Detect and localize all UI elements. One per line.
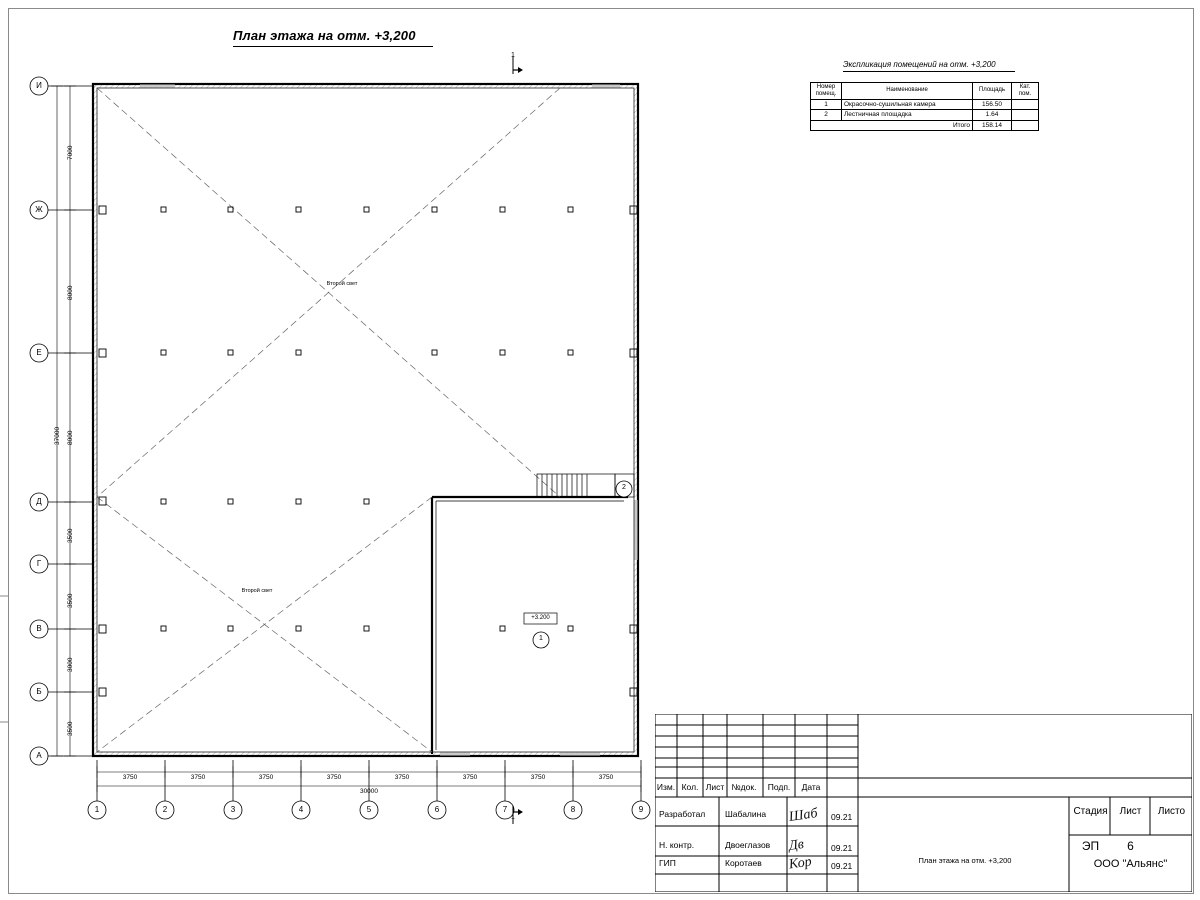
- axis-label-3: 3: [230, 805, 236, 814]
- dim-bottom-1: 3750: [122, 774, 138, 781]
- role-name-3: Коротаев: [725, 858, 762, 868]
- dim-bottom-5: 3750: [394, 774, 410, 781]
- section-mark-bottom: 1: [511, 814, 515, 821]
- role-name-2: Двоеглазов: [725, 840, 771, 850]
- axis-label-5: 5: [366, 805, 372, 814]
- sheet-label: Лист: [1119, 806, 1142, 817]
- sheet-value: 6: [1127, 839, 1134, 853]
- axis-label-В: В: [36, 624, 42, 633]
- dim-bottom-2: 3750: [190, 774, 206, 781]
- role-label-1: Разработал: [659, 809, 706, 819]
- dim-left-5: 3500: [67, 593, 74, 608]
- company-name: ООО "Альянс": [1093, 858, 1168, 870]
- room-tag-1: 1: [539, 635, 543, 642]
- dim-bottom-8: 3750: [598, 774, 614, 781]
- role-date-3: 09.21: [831, 861, 853, 871]
- axis-label-Г: Г: [36, 559, 42, 568]
- col-header-izm: Изм.: [656, 782, 676, 792]
- total-label: Итого: [811, 120, 973, 130]
- header-num: Номер помещ.: [811, 83, 842, 100]
- page-title: План этажа на отм. +3,200: [233, 28, 416, 43]
- cell-area: 156.50: [973, 99, 1012, 109]
- dim-left-7: 3500: [67, 721, 74, 736]
- room-tag-2: 2: [622, 484, 626, 491]
- axis-label-8: 8: [570, 805, 576, 814]
- axis-label-1: 1: [94, 805, 100, 814]
- stage-label: Стадия: [1073, 806, 1108, 817]
- dim-bottom-3: 3750: [258, 774, 274, 781]
- void-label-1: Второй свет: [326, 281, 358, 287]
- dim-bottom-6: 3750: [462, 774, 478, 781]
- role-date-1: 09.21: [831, 812, 853, 822]
- axis-label-4: 4: [298, 805, 304, 814]
- cell-name: Окрасочно-сушильная камера: [842, 99, 973, 109]
- axis-label-Е: Е: [36, 348, 42, 357]
- cell-name: Лестничная площадка: [842, 110, 973, 120]
- dim-left-3: 8000: [67, 430, 74, 445]
- cell-area: 1.64: [973, 110, 1012, 120]
- level-mark: +3.200: [531, 615, 550, 621]
- signature-1: Шаб: [788, 806, 819, 825]
- col-header-data: Дата: [801, 782, 821, 792]
- axis-label-Д: Д: [36, 497, 42, 506]
- axis-label-2: 2: [162, 805, 168, 814]
- title-block-text-layer: [655, 714, 1192, 892]
- cell-num: 1: [811, 99, 842, 109]
- title-block: [655, 714, 1192, 892]
- dim-left-2: 8000: [67, 285, 74, 300]
- signature-3: Кор: [787, 854, 813, 873]
- sheets-label: Листо: [1157, 806, 1186, 817]
- col-header-ndok: №док.: [731, 782, 757, 792]
- role-name-1: Шабалина: [725, 809, 767, 819]
- axis-label-9: 9: [638, 805, 644, 814]
- axis-label-А: А: [36, 751, 42, 760]
- stage-value: ЭП: [1081, 839, 1100, 853]
- axis-label-7: 7: [502, 805, 508, 814]
- dim-bottom-7: 3750: [530, 774, 546, 781]
- dim-bottom-total: 30000: [359, 788, 379, 795]
- exploration-caption: Экспликация помещений на отм. +3,200: [843, 60, 996, 69]
- axis-label-Б: Б: [36, 687, 42, 696]
- header-cat: Кат. пом.: [1012, 83, 1039, 100]
- role-label-2: Н. контр.: [659, 840, 695, 850]
- signature-2: Дв: [787, 837, 805, 854]
- dim-left-6: 3000: [67, 657, 74, 672]
- col-header-list: Лист: [705, 782, 725, 792]
- col-header-podp: Подп.: [767, 782, 791, 792]
- col-header-kol: Кол.: [681, 782, 699, 792]
- role-label-3: ГИП: [659, 858, 676, 868]
- header-name: Наименование: [842, 83, 973, 100]
- section-mark-top: 1: [511, 52, 515, 59]
- axis-label-И: И: [36, 81, 42, 90]
- header-area: Площадь: [973, 83, 1012, 100]
- dim-left-4: 3500: [67, 528, 74, 543]
- dim-left-1: 7000: [67, 145, 74, 160]
- dim-left-total: 37000: [54, 426, 61, 445]
- cell-num: 2: [811, 110, 842, 120]
- total-area: 158.14: [973, 120, 1012, 130]
- void-label-2: Второй свет: [241, 588, 273, 594]
- role-date-2: 09.21: [831, 843, 853, 853]
- dim-bottom-4: 3750: [326, 774, 342, 781]
- axis-label-Ж: Ж: [35, 205, 43, 214]
- doc-title: План этажа на отм. +3,200: [918, 856, 1012, 865]
- axis-label-6: 6: [434, 805, 440, 814]
